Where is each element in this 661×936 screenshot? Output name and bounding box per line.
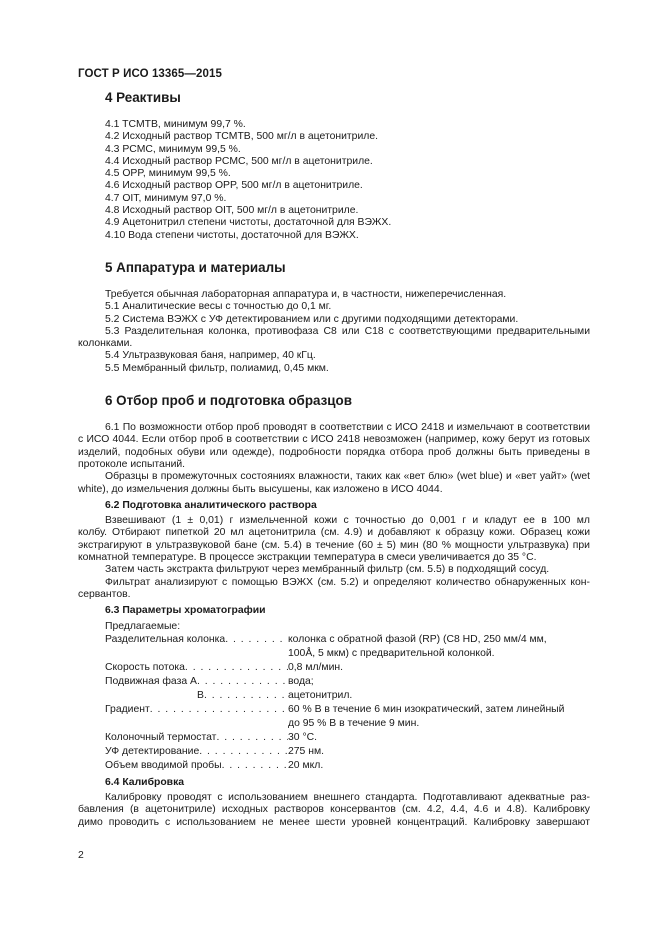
paragraph [78,422,590,471]
dot-leader [222,759,288,773]
list-item: 4.10 Вода степени чистоты, достаточной для ВЭЖХ. [105,229,359,241]
parameter-name: Объем вводимой пробы [105,759,222,771]
parameter-row [105,731,590,745]
section-heading: 6 Отбор проб и подготовка образцов [105,393,352,409]
paragraph-line: колонками. [78,338,133,350]
parameter-value-line: до 95 % В в течение 9 мин. [288,717,420,729]
list-item: 5.5 Мембранный фильтр, полиамид, 0,45 мкм. [105,362,329,374]
parameter-value [288,759,590,773]
parameter-label [105,689,288,703]
parameter-value [288,703,590,731]
parameter-row [105,675,590,689]
paragraph [78,326,590,351]
parameter-value [288,731,590,745]
parameter-name: Колоночный термостат [105,731,217,743]
paragraph-line: димо проводить с использованием не менее шести уровней концентраций. Калибровку завершают [78,816,590,828]
dot-leader [197,675,288,689]
subsection-heading: 6.2 Подготовка аналитического раствора [105,499,317,511]
list-item: 5.2 Система ВЭЖХ с УФ детектированием или с другими подходящими детекторами. [105,313,519,325]
dot-leader [225,633,288,661]
parameter-label [105,661,288,675]
parameter-name: Градиент [105,703,150,715]
list-item: 4.1 TCMTB, минимум 99,7 %. [105,119,246,130]
paragraph-line: комнатной температуре. В процессе экстракции температура в смеси увеличивается до 35 °С. [78,552,537,564]
paragraph-line: изделий, подобных обуви или одежде), подробности порядка отбора проб должны быть приведены в [78,446,590,458]
label-text: Предлагаемые: [105,620,181,632]
list-item: 5.4 Ультразвуковая баня, например, 40 кГц. [105,350,316,362]
subsection-heading: 6.4 Калибровка [105,776,185,788]
parameter-value [288,675,590,689]
paragraph-line: 5.3 Разделительная колонка, противофаза С8 или С18 с соответствующими предварительными [105,325,590,337]
dot-leader [150,703,288,731]
list-item: 5.1 Аналитические весы с точностью до 0,1 мг. [105,301,332,313]
paragraph-line: колбу. Отбирают пипеткой 20 мл ацетонитрила (см. 4.9) и добавляют к образцу кожи. Образец кожи [78,527,590,539]
parameter-value-line: колонка с обратной фазой (RP) (C8 HD, 250 мм/4 мм, [288,633,547,645]
parameter-label [105,745,288,759]
paragraph [78,471,590,496]
document-body [78,74,590,829]
parameter-name: Скорость потока [105,661,185,673]
page-number: 2 [78,850,84,861]
parameter-value [288,745,590,759]
paragraph [78,515,590,564]
dot-leader [199,745,288,759]
parameter-value-line: 100Å, 5 мкм) с предварительной колонкой. [288,647,495,659]
paragraph-line: Образцы в промежуточных состояниях влажности, таких как «вет блю» (wet blue) и «вет уайт» (wet [105,471,590,483]
paragraph-line: с ИСО 4044. Если отбор проб в соответствии с ИСО 2418 невозможен (например, кожу берут из готовых [78,434,590,446]
parameter-label [105,675,288,689]
section-heading: 5 Аппаратура и материалы [105,259,286,275]
list-item: 4.9 Ацетонитрил степени чистоты, достаточной для ВЭЖХ. [105,217,392,229]
paragraph [78,577,590,602]
paragraph-line: Взвешивают (1 ± 0,01) г измельченной кожи с точностью до 0,001 г и кладут ее в 100 мл [105,515,590,527]
paragraph [78,792,590,829]
dot-leader [204,689,288,703]
parameter-label [105,759,288,773]
paragraph-line: экстрагируют в ультразвуковой бане (см. 5.4) в течение (60 ± 5) мин (80 % мощности ультразвука) при [78,539,590,551]
parameter-name: Разделительная колонка [105,633,226,645]
parameter-row [105,633,590,661]
paragraph-line: сервантов. [78,588,131,600]
parameter-value [288,689,590,703]
list-item: Затем часть экстракта фильтруют через мембранный фильтр (см. 5.5) в подходящий сосуд. [105,564,550,576]
dot-leader [216,731,288,745]
list-item: 4.4 Исходный раствор PCMC, 500 мг/л в ацетонитриле. [105,155,373,167]
parameter-row [105,689,590,703]
parameter-value [288,633,590,661]
list-item: 4.6 Исходный раствор OPP, 500 мг/л в ацетонитриле. [105,180,363,192]
parameter-name: УФ детектирование [105,745,200,757]
parameter-label [105,703,288,731]
paragraph-line: Фильтрат анализируют с помощью ВЭЖХ (см. 5.2) и определяют количество обнаруженных кон- [105,576,590,588]
parameter-row [105,703,590,731]
parameter-label [105,731,288,745]
list-item: Требуется обычная лабораторная аппаратура и, в частности, нижеперечисленная. [105,288,507,300]
list-item: 4.2 Исходный раствор TCMTB, 500 мг/л в ацетонитриле. [105,131,378,143]
document-header: ГОСТ Р ИСО 13365—2015 [78,68,223,80]
paragraph-line: 6.1 По возможности отбор проб проводят в соответствии с ИСО 2418 и измельчают в соответствии [105,422,590,434]
list-item: 4.3 PCMC, минимум 99,5 %. [105,143,241,155]
parameter-name: В [197,689,204,701]
parameter-value-line: 60 % В в течение 6 мин изократический, затем линейный [288,703,565,715]
list-item: 4.7 OIT, минимум 97,0 %. [105,192,227,204]
section-heading: 4 Реактивы [105,90,181,105]
dot-leader [185,661,288,675]
paragraph-line: white), до измельчения должны быть высушены, как изложено в ИСО 4044. [78,483,443,495]
paragraph-line: бавления (в ацетонитриле) исходных растворов консервантов (см. 4.2, 4.4, 4.6 и 4.8). Калибровку [78,804,590,816]
list-item: 4.8 Исходный раствор OIT, 500 мг/л в ацетонитриле. [105,205,359,217]
list-item: 4.5 OPP, минимум 99,5 %. [105,168,231,180]
parameter-value-line: 30 °С. [288,731,317,743]
parameter-name: Подвижная фаза А [105,675,197,687]
parameter-row [105,759,590,773]
paragraph-line: протоколе испытаний. [78,458,186,470]
parameter-value-line: 0,8 мл/мин. [288,661,343,673]
parameter-value-line: 275 нм. [288,745,324,757]
paragraph-line: Калибровку проводят с использованием внешнего стандарта. Подготавливают адекватные раз- [105,792,590,804]
parameter-value [288,661,590,675]
parameter-value-line: 20 мкл. [288,759,324,771]
parameter-row [105,745,590,759]
parameter-label [105,633,288,661]
parameter-value-line: вода; [288,675,314,687]
subsection-heading: 6.3 Параметры хроматографии [105,605,266,617]
parameter-value-line: ацетонитрил. [288,689,353,701]
parameter-row [105,661,590,675]
